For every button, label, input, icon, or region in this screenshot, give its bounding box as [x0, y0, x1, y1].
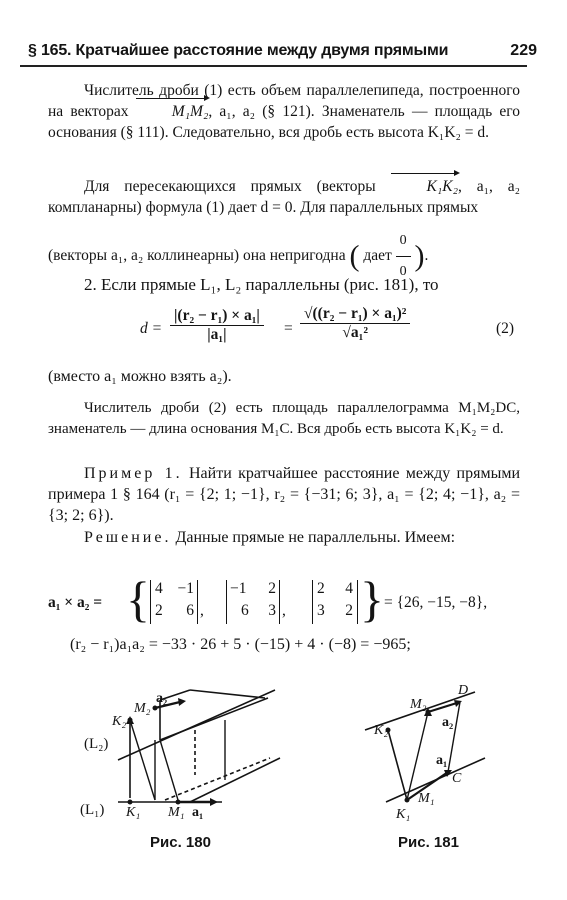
- example-label: Пример 1.: [84, 465, 183, 482]
- figure-181: [350, 680, 530, 830]
- formula-2: [140, 305, 540, 357]
- fig181-label-m2: M₂: [410, 697, 427, 712]
- det1-c: 2: [155, 602, 163, 619]
- vector-m1m2: M₁M₂: [136, 101, 209, 122]
- fig181-label-a1: a₁: [436, 753, 448, 768]
- section-title: § 165. Кратчайшее расстояние между двумя прямыми: [28, 42, 449, 59]
- det2-b: 2: [268, 580, 276, 597]
- cross-lhs: a₁ × a₂ =: [48, 594, 103, 611]
- det2-d: 3: [268, 602, 276, 619]
- formula2-fraction-1: [170, 307, 264, 344]
- fig180-label-l2: (L₂): [84, 736, 109, 752]
- cross-right-brace: }: [360, 571, 384, 627]
- determinant-2: [226, 580, 280, 624]
- para1-text-b: , a₁, a₂ (§ 121). Знаменатель — площадь его основания (§ 111). Следовательно, вся дробь есть высота K₁K₂ = d.: [48, 103, 521, 141]
- solution: [48, 527, 520, 548]
- fig180-label-a2: a₂: [156, 691, 168, 706]
- det3-d: 2: [345, 602, 353, 619]
- fig181-label-c: C: [452, 771, 462, 786]
- paragraph-volume: [48, 80, 520, 143]
- solution-text: Данные прямые не параллельны. Имеем:: [175, 529, 456, 546]
- cross-left-brace: {: [126, 571, 150, 627]
- det2-c: 6: [241, 602, 249, 619]
- fraction-denominator: 0: [399, 264, 407, 279]
- cross-product-formula: [48, 571, 548, 630]
- fig180-label-m2: M₂: [134, 701, 151, 716]
- example-1: [48, 463, 520, 526]
- cross-result: = {26, −15, −8},: [384, 594, 488, 611]
- fig181-caption: Рис. 181: [398, 834, 459, 851]
- fig181-label-d: D: [458, 683, 469, 698]
- formula2-den1: |a₁|: [207, 326, 227, 343]
- para2-text-c: (векторы a₁, a₂ коллинеарны) она непригодна: [48, 247, 346, 265]
- header-rule: [20, 65, 527, 67]
- fig181-label-k1: K₁: [396, 807, 411, 822]
- figure-180: [0, 680, 300, 840]
- left-paren: (: [349, 239, 360, 273]
- fraction-numerator: 0: [396, 226, 411, 257]
- formula2-eq: =: [284, 320, 293, 337]
- para1-text-a: Числитель дроби (1) есть объем параллелепипеда, построенного на векторах: [48, 82, 520, 120]
- para2-text-e: .: [424, 247, 429, 265]
- paragraph-parallelogram: Числитель дроби (2) есть площадь параллелограмма M₁M₂DC, знаменатель — длина основания M₁C. Вся дробь есть высота K₁K₂ = d.: [48, 400, 520, 437]
- formula2-num2: √((r₂ − r₁) × a₁)²: [300, 305, 410, 324]
- formula2-num1: |(r₂ − r₁) × a₁|: [170, 307, 264, 326]
- formula2-fraction-2: [300, 305, 410, 342]
- fig180-label-a1: a₁: [192, 805, 204, 820]
- right-paren: ): [414, 239, 425, 273]
- fig180-label-k1: K₁: [126, 805, 141, 820]
- running-header: [20, 38, 547, 68]
- det3-c: 3: [317, 602, 325, 619]
- paragraph-intersecting: [48, 176, 520, 218]
- determinant-1: [150, 580, 198, 624]
- fig181-label-k2: K₂: [374, 723, 389, 738]
- formula2-den2: √a₁²: [342, 324, 368, 341]
- mixed-product: (r₂ − r₁)a₁a₂ = −33 · 26 + 5 · (−15) + 4 · (−8) = −965;: [70, 636, 411, 653]
- solution-label: Решение.: [84, 529, 172, 546]
- note-a2: (вместо a₁ можно взять a₂).: [48, 368, 232, 385]
- item2-heading: 2. Если прямые L₁, L₂ параллельны (рис. 181), то: [84, 275, 439, 294]
- para2-text-b: , a₁, a₂ компланарны) формула (1) дает d = 0. Для параллельных прямых: [48, 178, 520, 216]
- det1-d: 6: [186, 602, 194, 619]
- det1-b: −1: [177, 580, 194, 597]
- comma-2: ,: [282, 602, 286, 619]
- fig180-caption: Рис. 180: [150, 834, 211, 851]
- fig181-label-a2: a₂: [442, 715, 454, 730]
- fig181-label-m1: M₁: [418, 791, 435, 806]
- formula2-lhs: d =: [140, 320, 163, 337]
- vector-k1k2: K₁K₂: [391, 176, 458, 197]
- para2-text-d: дает: [363, 247, 392, 265]
- fig181-k1k2: [388, 730, 407, 800]
- determinant-3: [312, 580, 358, 624]
- fig180-label-l1: (L₁): [80, 802, 105, 818]
- det3-a: 2: [317, 580, 325, 597]
- comma-1: ,: [200, 602, 204, 619]
- para2-text-a: Для пересекающихся прямых (векторы: [84, 178, 376, 195]
- page-number: 229: [510, 42, 537, 59]
- fig180-label-k2: K₂: [112, 714, 127, 729]
- det3-b: 4: [345, 580, 353, 597]
- fig180-label-m1: M₁: [168, 805, 185, 820]
- det2-a: −1: [230, 580, 247, 597]
- fig181-dc: [448, 702, 460, 772]
- example-text: Найти кратчайшее расстояние между прямыми примера 1 § 164 (r₁ = {2; 1; −1}, r₂ = {−31; 6; 3}, a₁ = {2; 4; −1}, a₂ = {3; 2; 6}).: [48, 465, 521, 524]
- det1-a: 4: [155, 580, 163, 597]
- formula2-number: (2): [496, 320, 515, 337]
